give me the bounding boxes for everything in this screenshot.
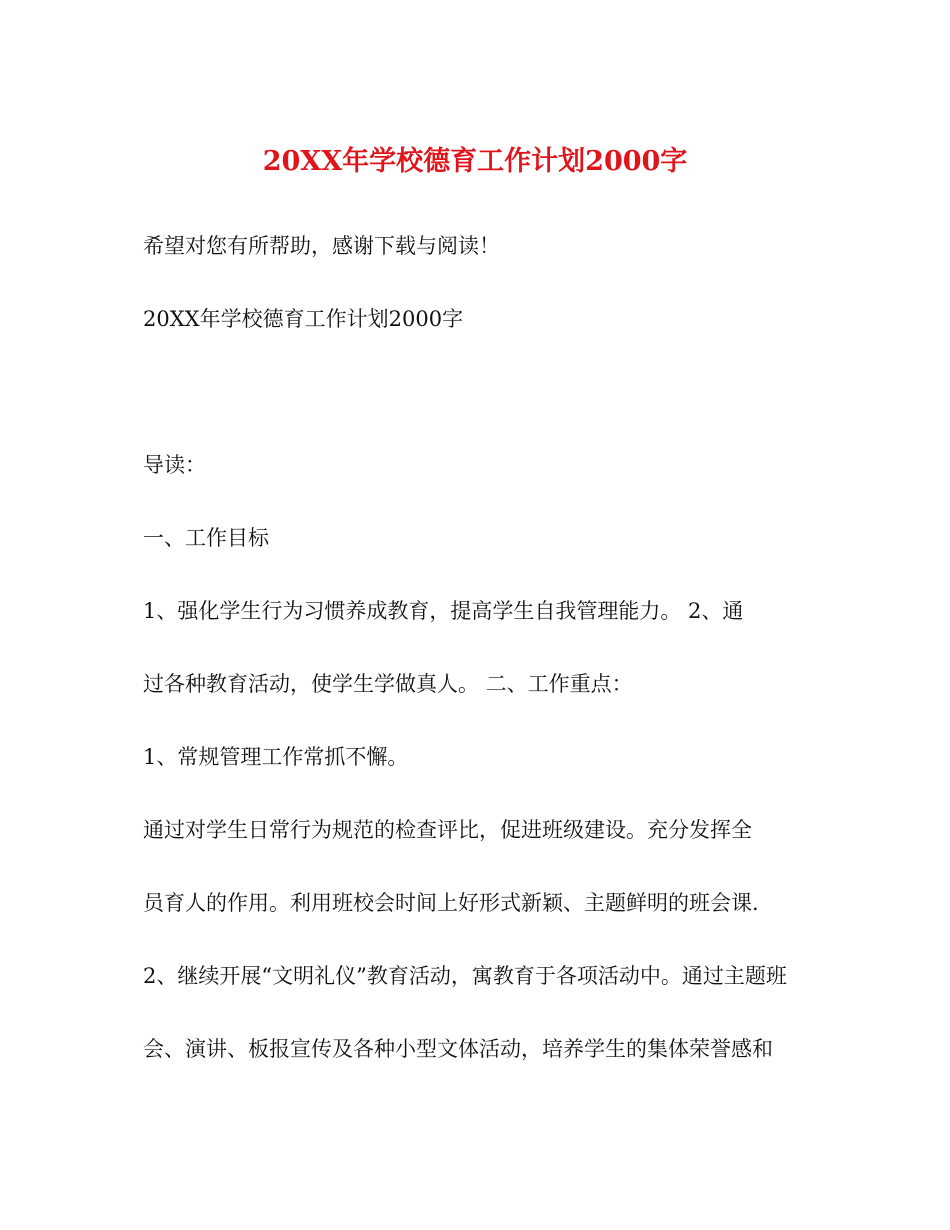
intro-thanks-line: 希望对您有所帮助，感谢下载与阅读！ <box>143 234 500 258</box>
paragraph-line: 1、强化学生行为习惯养成教育，提高学生自我管理能力。 2、通 <box>143 599 744 623</box>
paragraph-line: 会、演讲、板报宣传及各种小型文体活动，培养学生的集体荣誉感和 <box>143 1037 773 1061</box>
section-heading-goals: 一、工作目标 <box>143 526 269 550</box>
subtitle-line: 20XX年学校德育工作计划2000字 <box>143 307 464 331</box>
paragraph-line: 员育人的作用。利用班校会时间上好形式新颖、主题鲜明的班会课. <box>143 891 759 915</box>
paragraph-line: 过各种教育活动，使学生学做真人。 二、工作重点： <box>143 672 633 696</box>
paragraph-line: 通过对学生日常行为规范的检查评比，促进班级建设。充分发挥全 <box>143 818 752 842</box>
guide-label: 导读： <box>143 453 206 477</box>
paragraph-line: 1、常规管理工作常抓不懈。 <box>143 745 409 769</box>
paragraph-line: 2、继续开展“文明礼仪”教育活动，寓教育于各项活动中。通过主题班 <box>143 964 787 988</box>
document-title: 20XX年学校德育工作计划2000字 <box>262 146 688 177</box>
